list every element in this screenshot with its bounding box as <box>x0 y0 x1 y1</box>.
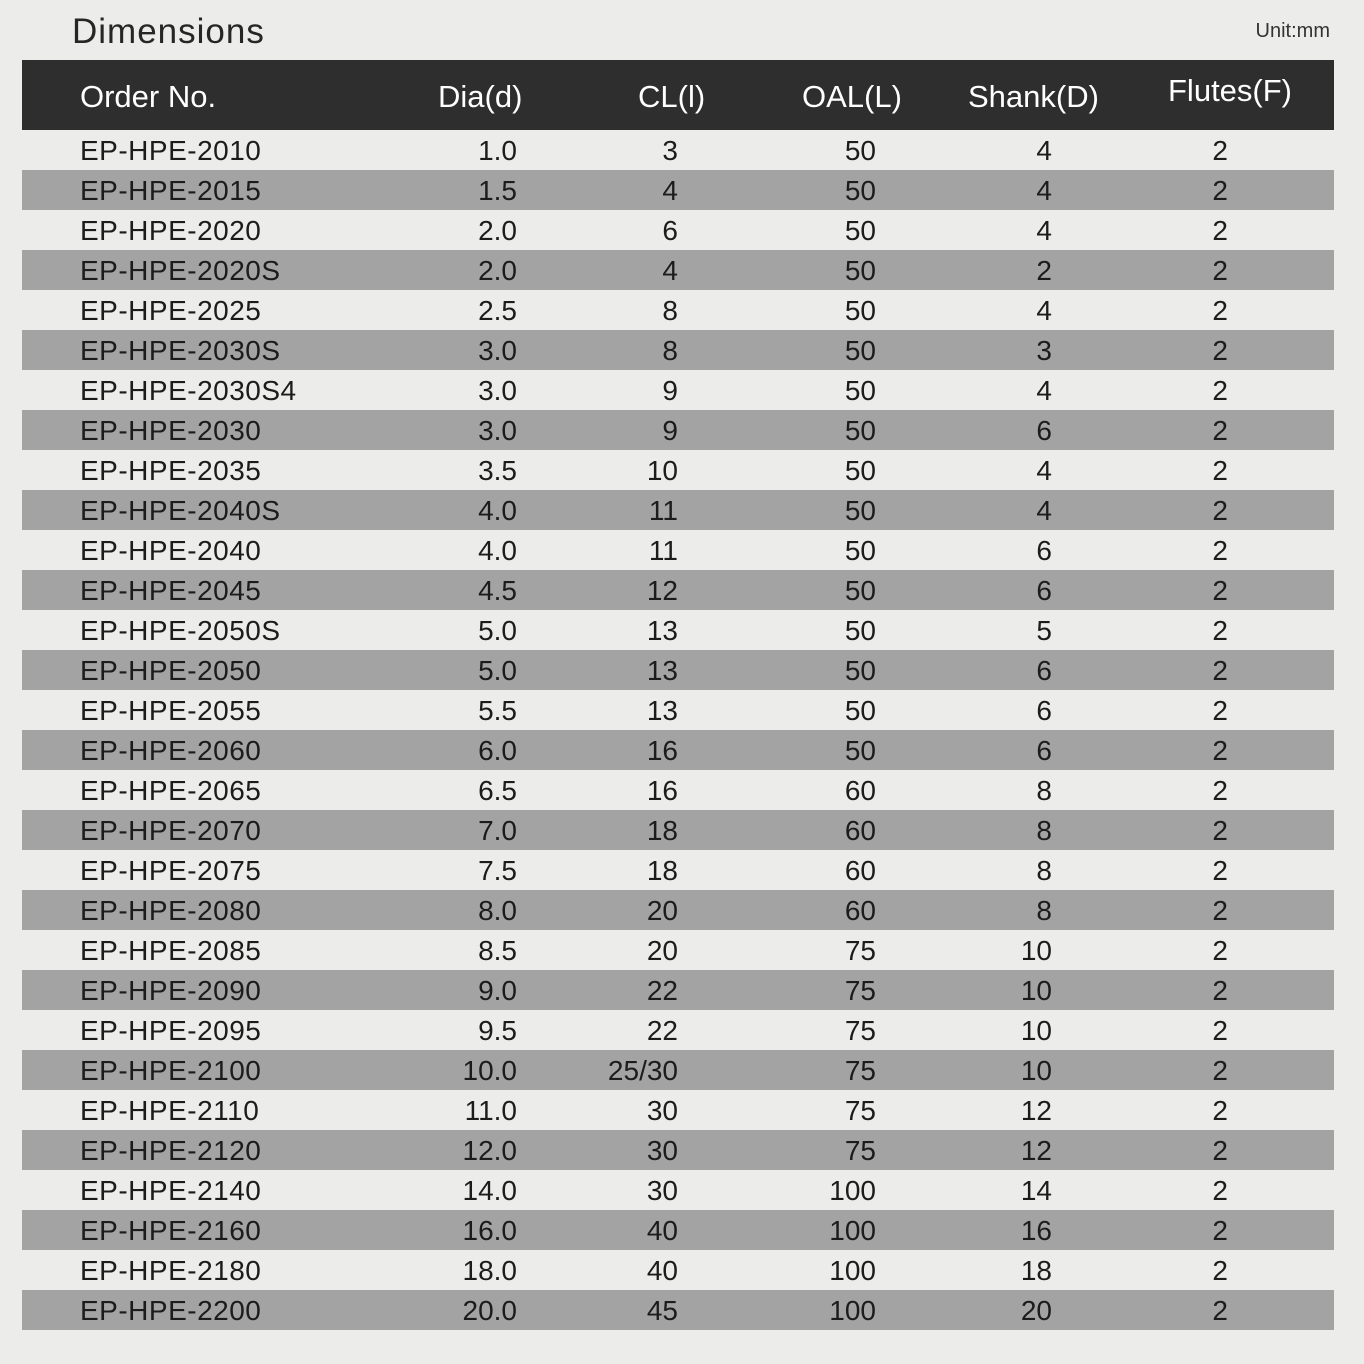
cl-cell: 20 <box>646 935 678 966</box>
cl-cell: 22 <box>646 975 678 1006</box>
table-row <box>22 450 1334 490</box>
table-row <box>22 1210 1334 1250</box>
cl-cell: 11 <box>648 495 678 526</box>
order-no-cell: EP-HPE-2060 <box>80 735 262 766</box>
flutes-cell: 2 <box>1212 655 1228 686</box>
table-row <box>22 1170 1334 1210</box>
shank-cell: 10 <box>1020 1055 1052 1086</box>
header-cl: CL(l) <box>638 79 706 114</box>
oal-cell: 50 <box>844 135 876 166</box>
shank-cell: 2 <box>1036 255 1052 286</box>
oal-cell: 50 <box>844 175 876 206</box>
order-no-cell: EP-HPE-2040S <box>80 495 281 526</box>
order-no-cell: EP-HPE-2095 <box>80 1015 262 1046</box>
table-row <box>22 490 1334 530</box>
table-row <box>22 250 1334 290</box>
shank-cell: 16 <box>1020 1215 1052 1246</box>
oal-cell: 75 <box>844 1135 876 1166</box>
oal-cell: 50 <box>844 615 876 646</box>
dia-cell: 9.0 <box>478 975 517 1006</box>
shank-cell: 10 <box>1020 935 1052 966</box>
oal-cell: 75 <box>844 975 876 1006</box>
cl-cell: 9 <box>662 415 678 446</box>
table-row <box>22 770 1334 810</box>
dia-cell: 5.5 <box>478 695 517 726</box>
table-row <box>22 410 1334 450</box>
dia-cell: 3.0 <box>478 415 517 446</box>
table-row <box>22 330 1334 370</box>
oal-cell: 60 <box>844 815 876 846</box>
oal-cell: 50 <box>844 375 876 406</box>
shank-cell: 4 <box>1036 175 1052 206</box>
cl-cell: 9 <box>662 375 678 406</box>
cl-cell: 13 <box>646 695 678 726</box>
dia-cell: 3.0 <box>478 375 517 406</box>
dia-cell: 1.5 <box>478 175 517 206</box>
cl-cell: 13 <box>646 655 678 686</box>
cl-cell: 10 <box>646 455 678 486</box>
cl-cell: 40 <box>646 1215 678 1246</box>
cl-cell: 22 <box>646 1015 678 1046</box>
table-row <box>22 1090 1334 1130</box>
table-row <box>22 850 1334 890</box>
table-row <box>22 930 1334 970</box>
flutes-cell: 2 <box>1212 575 1228 606</box>
oal-cell: 50 <box>844 215 876 246</box>
flutes-cell: 2 <box>1212 255 1228 286</box>
table-row <box>22 530 1334 570</box>
flutes-cell: 2 <box>1212 895 1228 926</box>
cl-cell: 8 <box>662 335 678 366</box>
table-row <box>22 210 1334 250</box>
order-no-cell: EP-HPE-2050 <box>80 655 262 686</box>
table-row <box>22 730 1334 770</box>
dia-cell: 16.0 <box>462 1215 517 1246</box>
flutes-cell: 2 <box>1212 1175 1228 1206</box>
order-no-cell: EP-HPE-2020 <box>80 215 262 246</box>
table-row <box>22 1250 1334 1290</box>
oal-cell: 60 <box>844 895 876 926</box>
oal-cell: 50 <box>844 735 876 766</box>
flutes-cell: 2 <box>1212 1255 1228 1286</box>
dia-cell: 2.5 <box>478 295 517 326</box>
order-no-cell: EP-HPE-2200 <box>80 1295 262 1326</box>
order-no-cell: EP-HPE-2035 <box>80 455 262 486</box>
shank-cell: 18 <box>1020 1255 1052 1286</box>
oal-cell: 50 <box>844 575 876 606</box>
order-no-cell: EP-HPE-2055 <box>80 695 262 726</box>
dia-cell: 3.5 <box>478 455 517 486</box>
order-no-cell: EP-HPE-2140 <box>80 1175 262 1206</box>
shank-cell: 6 <box>1036 735 1052 766</box>
shank-cell: 6 <box>1036 575 1052 606</box>
shank-cell: 10 <box>1020 1015 1052 1046</box>
table-row <box>22 1130 1334 1170</box>
dia-cell: 2.0 <box>478 215 517 246</box>
oal-cell: 50 <box>844 335 876 366</box>
order-no-cell: EP-HPE-2040 <box>80 535 262 566</box>
table-row <box>22 370 1334 410</box>
dia-cell: 6.0 <box>478 735 517 766</box>
table-row <box>22 130 1334 170</box>
header-shank: Shank(D) <box>968 79 1099 114</box>
cl-cell: 18 <box>646 815 678 846</box>
oal-cell: 50 <box>844 415 876 446</box>
shank-cell: 20 <box>1020 1295 1052 1326</box>
flutes-cell: 2 <box>1212 855 1228 886</box>
flutes-cell: 2 <box>1212 375 1228 406</box>
order-no-cell: EP-HPE-2010 <box>80 135 262 166</box>
oal-cell: 50 <box>844 695 876 726</box>
shank-cell: 6 <box>1036 655 1052 686</box>
shank-cell: 6 <box>1036 535 1052 566</box>
table-row <box>22 570 1334 610</box>
dia-cell: 14.0 <box>462 1175 517 1206</box>
order-no-cell: EP-HPE-2025 <box>80 295 262 326</box>
flutes-cell: 2 <box>1212 1095 1228 1126</box>
shank-cell: 4 <box>1036 375 1052 406</box>
oal-cell: 75 <box>844 1095 876 1126</box>
cl-cell: 30 <box>646 1135 678 1166</box>
header-dia: Dia(d) <box>438 79 523 114</box>
flutes-cell: 2 <box>1212 815 1228 846</box>
unit-label: Unit:mm <box>1255 20 1330 42</box>
dia-cell: 20.0 <box>462 1295 517 1326</box>
flutes-cell: 2 <box>1212 935 1228 966</box>
dia-cell: 7.0 <box>478 815 517 846</box>
dia-cell: 8.0 <box>478 895 517 926</box>
oal-cell: 50 <box>844 495 876 526</box>
shank-cell: 4 <box>1036 455 1052 486</box>
dia-cell: 4.5 <box>478 575 517 606</box>
oal-cell: 100 <box>829 1295 876 1326</box>
order-no-cell: EP-HPE-2030S <box>80 335 281 366</box>
table-header <box>22 60 1334 130</box>
dia-cell: 7.5 <box>478 855 517 886</box>
shank-cell: 4 <box>1036 295 1052 326</box>
dia-cell: 10.0 <box>462 1055 517 1086</box>
flutes-cell: 2 <box>1212 135 1228 166</box>
shank-cell: 4 <box>1036 495 1052 526</box>
order-no-cell: EP-HPE-2075 <box>80 855 262 886</box>
cl-cell: 16 <box>646 735 678 766</box>
order-no-cell: EP-HPE-2045 <box>80 575 262 606</box>
oal-cell: 100 <box>829 1175 876 1206</box>
order-no-cell: EP-HPE-2030S4 <box>80 375 297 406</box>
oal-cell: 75 <box>844 1055 876 1086</box>
shank-cell: 8 <box>1036 895 1052 926</box>
dia-cell: 5.0 <box>478 655 517 686</box>
dia-cell: 4.0 <box>478 535 517 566</box>
oal-cell: 60 <box>844 775 876 806</box>
order-no-cell: EP-HPE-2080 <box>80 895 262 926</box>
oal-cell: 50 <box>844 295 876 326</box>
cl-cell: 6 <box>662 215 678 246</box>
oal-cell: 50 <box>844 535 876 566</box>
order-no-cell: EP-HPE-2180 <box>80 1255 262 1286</box>
order-no-cell: EP-HPE-2090 <box>80 975 262 1006</box>
oal-cell: 50 <box>844 655 876 686</box>
dia-cell: 3.0 <box>478 335 517 366</box>
order-no-cell: EP-HPE-2100 <box>80 1055 262 1086</box>
cl-cell: 4 <box>662 255 678 286</box>
cl-cell: 18 <box>646 855 678 886</box>
order-no-cell: EP-HPE-2160 <box>80 1215 262 1246</box>
table-row <box>22 650 1334 690</box>
shank-cell: 14 <box>1020 1175 1052 1206</box>
order-no-cell: EP-HPE-2065 <box>80 775 262 806</box>
cl-cell: 3 <box>662 135 678 166</box>
order-no-cell: EP-HPE-2030 <box>80 415 262 446</box>
flutes-cell: 2 <box>1212 1295 1228 1326</box>
dia-cell: 8.5 <box>478 935 517 966</box>
dimensions-table <box>22 60 1334 1330</box>
oal-cell: 100 <box>829 1255 876 1286</box>
cl-cell: 30 <box>646 1175 678 1206</box>
shank-cell: 12 <box>1020 1095 1052 1126</box>
shank-cell: 8 <box>1036 815 1052 846</box>
flutes-cell: 2 <box>1212 975 1228 1006</box>
dia-cell: 4.0 <box>478 495 517 526</box>
flutes-cell: 2 <box>1212 175 1228 206</box>
table-row <box>22 170 1334 210</box>
table-body <box>22 130 1334 1330</box>
order-no-cell: EP-HPE-2070 <box>80 815 262 846</box>
oal-cell: 50 <box>844 455 876 486</box>
flutes-cell: 2 <box>1212 1215 1228 1246</box>
cl-cell: 13 <box>646 615 678 646</box>
dia-cell: 5.0 <box>478 615 517 646</box>
cl-cell: 25/30 <box>607 1055 678 1086</box>
header-oal: OAL(L) <box>802 79 902 114</box>
flutes-cell: 2 <box>1212 455 1228 486</box>
flutes-cell: 2 <box>1212 615 1228 646</box>
dia-cell: 12.0 <box>462 1135 517 1166</box>
flutes-cell: 2 <box>1212 1015 1228 1046</box>
cl-cell: 40 <box>646 1255 678 1286</box>
flutes-cell: 2 <box>1212 295 1228 326</box>
dia-cell: 9.5 <box>478 1015 517 1046</box>
cl-cell: 16 <box>646 775 678 806</box>
flutes-cell: 2 <box>1212 535 1228 566</box>
shank-cell: 6 <box>1036 415 1052 446</box>
oal-cell: 60 <box>844 855 876 886</box>
shank-cell: 4 <box>1036 135 1052 166</box>
shank-cell: 12 <box>1020 1135 1052 1166</box>
table-row <box>22 690 1334 730</box>
shank-cell: 5 <box>1036 615 1052 646</box>
order-no-cell: EP-HPE-2050S <box>80 615 281 646</box>
flutes-cell: 2 <box>1212 695 1228 726</box>
cl-cell: 11 <box>648 535 678 566</box>
shank-cell: 3 <box>1036 335 1052 366</box>
flutes-cell: 2 <box>1212 1135 1228 1166</box>
oal-cell: 75 <box>844 1015 876 1046</box>
order-no-cell: EP-HPE-2085 <box>80 935 262 966</box>
cl-cell: 4 <box>662 175 678 206</box>
cl-cell: 45 <box>646 1295 678 1326</box>
dia-cell: 2.0 <box>478 255 517 286</box>
table-row <box>22 1290 1334 1330</box>
flutes-cell: 2 <box>1212 775 1228 806</box>
oal-cell: 75 <box>844 935 876 966</box>
flutes-cell: 2 <box>1212 735 1228 766</box>
cl-cell: 20 <box>646 895 678 926</box>
table-row <box>22 1010 1334 1050</box>
dia-cell: 1.0 <box>478 135 517 166</box>
order-no-cell: EP-HPE-2110 <box>80 1095 260 1126</box>
table-row <box>22 970 1334 1010</box>
shank-cell: 8 <box>1036 775 1052 806</box>
header-order-no: Order No. <box>80 79 217 114</box>
shank-cell: 6 <box>1036 695 1052 726</box>
table-row <box>22 290 1334 330</box>
table-row <box>22 810 1334 850</box>
order-no-cell: EP-HPE-2120 <box>80 1135 262 1166</box>
shank-cell: 10 <box>1020 975 1052 1006</box>
dia-cell: 18.0 <box>462 1255 517 1286</box>
cl-cell: 12 <box>646 575 678 606</box>
flutes-cell: 2 <box>1212 335 1228 366</box>
oal-cell: 100 <box>829 1215 876 1246</box>
table-row <box>22 610 1334 650</box>
header-flutes: Flutes(F) <box>1168 73 1292 108</box>
page-title: Dimensions <box>72 12 265 51</box>
flutes-cell: 2 <box>1212 215 1228 246</box>
dia-cell: 11.0 <box>464 1095 517 1126</box>
flutes-cell: 2 <box>1212 415 1228 446</box>
shank-cell: 4 <box>1036 215 1052 246</box>
flutes-cell: 2 <box>1212 1055 1228 1086</box>
cl-cell: 8 <box>662 295 678 326</box>
shank-cell: 8 <box>1036 855 1052 886</box>
order-no-cell: EP-HPE-2015 <box>80 175 262 206</box>
flutes-cell: 2 <box>1212 495 1228 526</box>
table-row <box>22 1050 1334 1090</box>
dia-cell: 6.5 <box>478 775 517 806</box>
cl-cell: 30 <box>646 1095 678 1126</box>
oal-cell: 50 <box>844 255 876 286</box>
order-no-cell: EP-HPE-2020S <box>80 255 281 286</box>
table-row <box>22 890 1334 930</box>
